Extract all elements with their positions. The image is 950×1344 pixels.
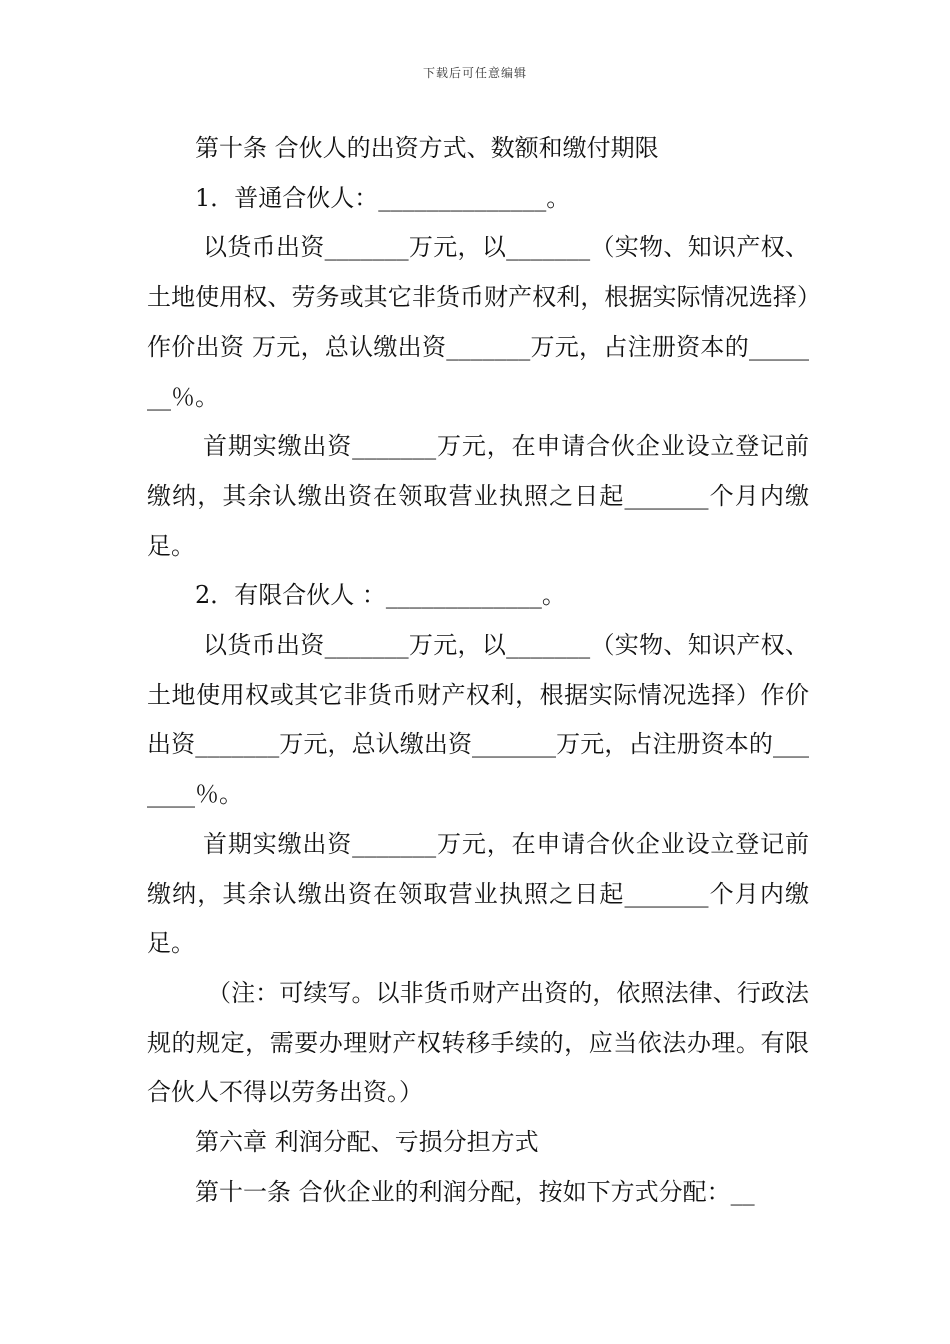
chapter-6-heading: 第六章 利润分配、亏损分担方式: [195, 1128, 539, 1157]
contribution-note: （注：可续写。以非货币财产出资的，依照法律、行政法规的规定，需要办理财产权转移手续的，应当依法办理。有限合伙人不得以劳务出资。）: [147, 978, 809, 1107]
general-partner-line: 1．普通合伙人：______________。: [195, 183, 571, 212]
limited-partner-contribution: 以货币出资_______万元，以_______（实物、知识产权、土地使用权或其它非货币财产权利，根据实际情况选择）作价出资_______万元，总认缴出资_______万元，占注册资本的_______％。: [147, 631, 809, 809]
general-partner-contribution: 以货币出资_______万元，以_______（实物、知识产权、土地使用权、劳务或其它非货币财产权利，根据实际情况选择）作价出资 万元，总认缴出资_______万元，占注册资本的_______％。: [147, 233, 809, 411]
article-11-line: 第十一条 合伙企业的利润分配，按如下方式分配：__: [195, 1177, 755, 1206]
limited-partner-line: 2．有限合伙人 ：_____________。: [195, 581, 566, 610]
article-10-heading: 第十条 合伙人的出资方式、数额和缴付期限: [195, 134, 659, 162]
page-header: 下载后可任意编辑: [422, 66, 527, 80]
limited-partner-first-payment: 首期实缴出资_______万元，在申请合伙企业设立登记前缴纳，其余认缴出资在领取营业执照之日起_______个月内缴足。: [147, 829, 809, 958]
document-body: [147, 124, 809, 1217]
general-partner-first-payment: 首期实缴出资_______万元，在申请合伙企业设立登记前缴纳，其余认缴出资在领取营业执照之日起_______个月内缴足。: [147, 432, 809, 560]
